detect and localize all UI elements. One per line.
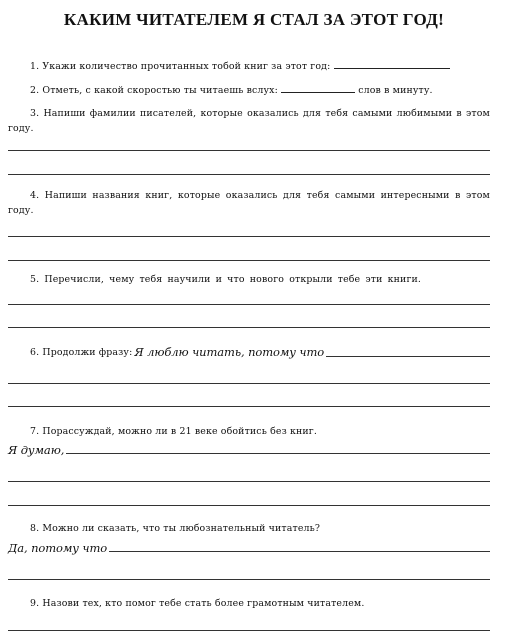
answer-9-line-1[interactable] [8, 630, 490, 631]
question-7: 7. Порассуждай, можно ли в 21 веке обойтись без книг. [30, 426, 317, 437]
answer-8-blank[interactable] [109, 550, 490, 552]
answer-6-line-1[interactable] [8, 383, 490, 384]
answer-7-first-line [8, 443, 490, 457]
answer-4-line-2[interactable] [8, 260, 490, 261]
answer-4-line-1[interactable] [8, 236, 490, 237]
question-6 [30, 345, 490, 360]
answer-5-line-1[interactable] [8, 304, 490, 305]
answer-8-first-line [8, 541, 490, 555]
answer-7-line-2[interactable] [8, 481, 490, 482]
question-5: 5. Перечисли, чему тебя научили и что нового открыли тебе эти книги. [30, 274, 422, 285]
question-2 [30, 82, 500, 98]
answer-7-blank[interactable] [66, 452, 490, 454]
question-9: 9. Назови тех, кто помог тебе стать более грамотным читателем. [30, 598, 365, 609]
answer-1-blank[interactable] [334, 58, 450, 69]
question-8: 8. Можно ли сказать, что ты любознательный читатель? [30, 523, 321, 534]
question-1 [30, 58, 490, 74]
question-2-text: 2. Отметь, с какой скоростью ты читаешь вслух: [30, 85, 278, 96]
question-4: 4. Напиши названия книг, которые оказались для тебя самыми интересными в этом году. [8, 190, 490, 216]
answer-3-line-1[interactable] [8, 150, 490, 151]
question-1-text: 1. Укажи количество прочитанных тобой книг за этот год: [30, 61, 331, 72]
question-6-handwriting: Я люблю читать, потому что [134, 345, 325, 359]
answer-8-line-2[interactable] [8, 579, 490, 580]
question-7-handwriting: Я думаю, [8, 443, 65, 457]
answer-6-blank[interactable] [326, 355, 490, 357]
question-3: 3. Напиши фамилии писателей, которые оказались для тебя самыми любимыми в этом году. [8, 108, 490, 134]
answer-5-line-2[interactable] [8, 327, 490, 328]
question-6-text: 6. Продолжи фразу: [30, 347, 133, 358]
answer-3-line-2[interactable] [8, 174, 490, 175]
question-2-suffix: слов в минуту. [358, 85, 433, 96]
answer-6-line-2[interactable] [8, 406, 490, 407]
answer-7-line-3[interactable] [8, 505, 490, 506]
question-8-handwriting: Да, потому что [8, 541, 108, 555]
answer-2-blank[interactable] [281, 82, 355, 93]
worksheet-title: КАКИМ ЧИТАТЕЛЕМ Я СТАЛ ЗА ЭТОТ ГОД! [63, 10, 445, 29]
